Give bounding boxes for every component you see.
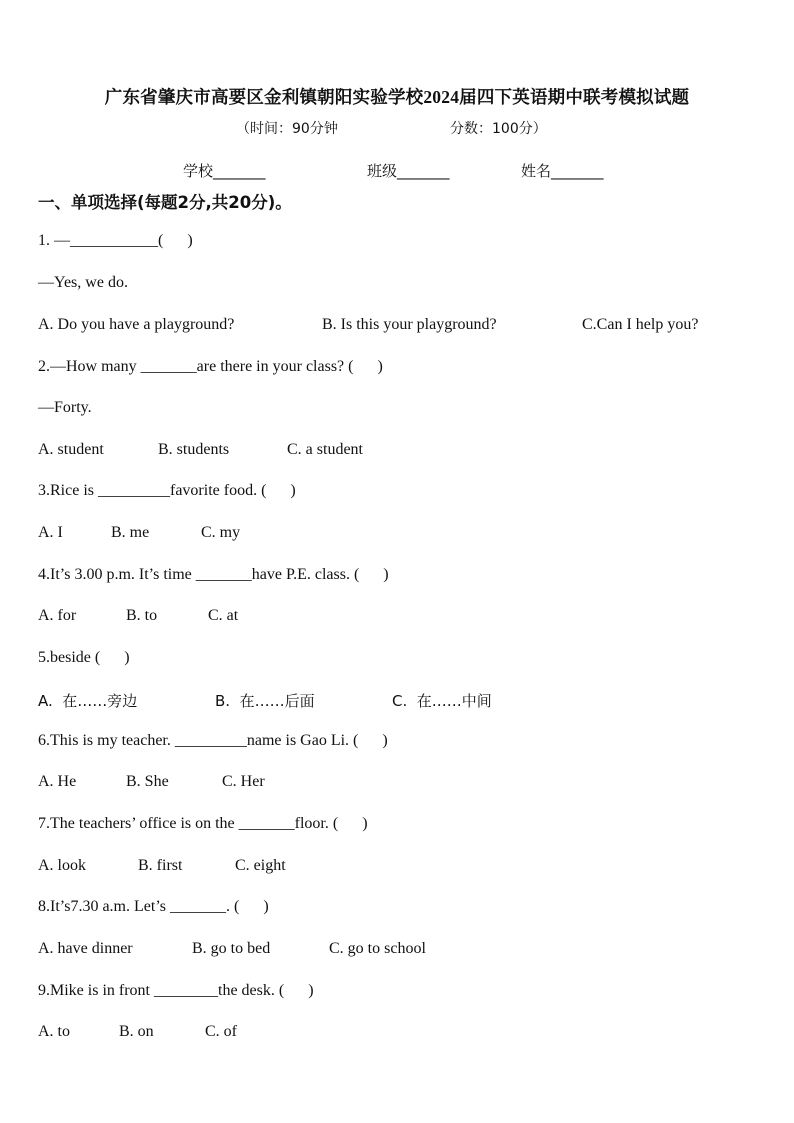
question-1-option-a: A. Do you have a playground? bbox=[38, 316, 235, 333]
question-2-stem: 2.—How many _______are there in your class? ( ) bbox=[38, 358, 383, 375]
question-6-option-b: B. She bbox=[126, 773, 169, 790]
class-field: 班级_______ bbox=[367, 162, 450, 180]
question-3-stem: 3.Rice is _________favorite food. ( ) bbox=[38, 482, 296, 499]
question-8-stem: 8.It’s7.30 a.m. Let’s _______. ( ) bbox=[38, 898, 269, 915]
school-field: 学校_______ bbox=[183, 162, 266, 180]
question-3-option-b: B. me bbox=[111, 524, 150, 541]
exam-time: （时间：90分钟 bbox=[236, 121, 338, 137]
question-9-stem: 9.Mike is in front ________the desk. ( ) bbox=[38, 982, 314, 999]
question-3-option-a: A. I bbox=[38, 524, 63, 541]
question-6-option-a: A. He bbox=[38, 773, 77, 790]
question-1-option-c: C.Can I help you? bbox=[582, 316, 699, 333]
question-2-option-b: B. students bbox=[158, 441, 230, 458]
question-7-option-a: A. look bbox=[38, 857, 86, 874]
question-1-answer: —Yes, we do. bbox=[38, 274, 128, 291]
question-2-option-a: A. student bbox=[38, 441, 104, 458]
exam-title: 广东省肇庆市高要区金利镇朝阳实验学校2024届四下英语期中联考模拟试题 bbox=[104, 87, 690, 107]
name-field: 姓名_______ bbox=[521, 162, 604, 180]
question-4-option-c: C. at bbox=[208, 607, 239, 624]
question-8-option-b: B. go to bed bbox=[192, 940, 271, 957]
question-5-stem: 5.beside ( ) bbox=[38, 649, 130, 666]
section-heading: 一、单项选择(每题2分,共20分)。 bbox=[38, 193, 292, 212]
question-7-option-b: B. first bbox=[138, 857, 183, 874]
question-9-option-b: B. on bbox=[119, 1023, 154, 1040]
question-4-stem: 4.It’s 3.00 p.m. It’s time _______have P.E. class. ( ) bbox=[38, 566, 389, 583]
question-7-option-c: C. eight bbox=[235, 857, 286, 874]
question-6-option-c: C. Her bbox=[222, 773, 265, 790]
question-2-answer: —Forty. bbox=[38, 399, 92, 416]
question-1-stem: 1. —___________( ) bbox=[38, 232, 193, 249]
question-5-option-c: C. 在……中间 bbox=[392, 692, 492, 710]
question-1-option-b: B. Is this your playground? bbox=[322, 316, 497, 333]
question-7-stem: 7.The teachers’ office is on the _______floor. ( ) bbox=[38, 815, 368, 832]
question-6-stem: 6.This is my teacher. _________name is Gao Li. ( ) bbox=[38, 732, 388, 749]
question-4-option-a: A. for bbox=[38, 607, 77, 624]
question-8-option-c: C. go to school bbox=[329, 940, 426, 957]
question-9-option-c: C. of bbox=[205, 1023, 237, 1040]
question-2-option-c: C. a student bbox=[287, 441, 363, 458]
question-4-option-b: B. to bbox=[126, 607, 158, 624]
question-5-option-a: A. 在……旁边 bbox=[38, 692, 138, 710]
question-5-option-b: B. 在……后面 bbox=[215, 692, 315, 710]
question-9-option-a: A. to bbox=[38, 1023, 70, 1040]
question-3-option-c: C. my bbox=[201, 524, 241, 541]
question-8-option-a: A. have dinner bbox=[38, 940, 133, 957]
exam-score: 分数：100分） bbox=[450, 121, 547, 137]
